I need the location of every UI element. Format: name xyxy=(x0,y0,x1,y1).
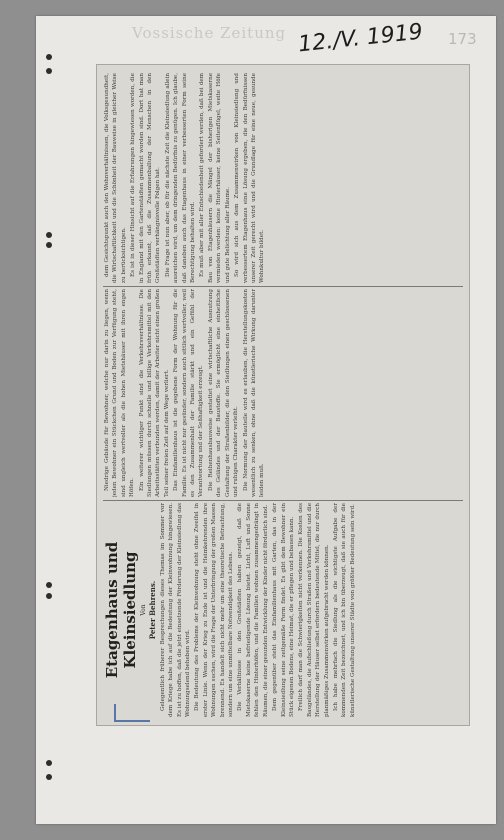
column-divider xyxy=(103,500,463,501)
article-intro: Gelegentlich früherer Besprechungen dieses Themas im Sommer vor dem Kriege habe ich auf die Bedeutung der Kleinwohnung hingewiesen. Es ist zu hoffen, daß die jetzt einsetzende Förderung der Kleinsiedlung das Wohnungselend beheben wird. xyxy=(159,503,192,717)
paragraph: Die Verhältnisse in den Großstädten haben gezeigt, daß die Mietskaserne keine befriedigende Lösung bietet. Licht, Luft und Sonne fehlen den Hinterhöfen, und die Familien wohnen zusammengedrängt in Räumen, die einer gesunden Entwicklung der Kinder nicht förderlich sind. xyxy=(237,503,269,717)
paragraph: Die Bedeutung des Problems der Kleinwohnung steht ohne Zweifel in erster Linie. Wenn der Krieg zu Ende ist und die Heimkehrenden ihre Wohnungen suchen, wird die Frage der Unterbringung der großen Massen brennend. Es handelt sich nicht mehr um eine theoretische Betrachtung, sondern um eine unmittelbare Notwendigkeit des Lebens. xyxy=(194,503,235,717)
punch-hole xyxy=(46,760,52,766)
column-middle xyxy=(103,289,463,497)
punch-hole xyxy=(46,242,52,248)
paragraph: Das Einfamilienhaus ist die gegebene Form der Wohnung für die Familie. Es ist nicht nur gesünder, sondern auch sittlich wertvoller, weil es den Zusammenhalt der Familie stärkt und ein Gefühl der Verantwortung und der Seßhaftigkeit erzeugt. xyxy=(173,289,205,497)
punch-hole xyxy=(46,232,52,238)
paragraph: Ich habe mehrfach die Siedlung als die wichtigste Aufgabe der kommenden Zeit bezeichnet, und ich bin überzeugt, daß sie auch für die künstlerische Gestaltung unserer Städte von größter Bedeutung sein wird. xyxy=(332,503,356,717)
article-author: Peter Behrens. xyxy=(148,580,158,640)
paragraph: Die Frage ist nun aber, ob für die nächste Zeit die Kleinsiedlung allein ausreichen wird, um dem dringenden Bedürfnis zu genügen. Ich glaube, daß daneben auch das Etagenhaus in einer verbesserten Form seine Berechtigung behalten wird. xyxy=(164,73,197,283)
newspaper-stamp: Vossische Zeitung xyxy=(132,24,287,42)
pencil-mark xyxy=(114,704,116,721)
paragraph: Freilich darf man die Schwierigkeiten nicht verkennen. Die Kosten des Baugeländes, die Aufschließung durch Straßen und Verkehrsmittel und die Herstellung der Häuser selbst erfordern bedeutende Mittel, die nur durch planmäßiges Zusammenwirken aufgebracht werden können. xyxy=(298,503,330,717)
paragraph: Dem gegenüber steht das Einfamilienhaus mit Garten, das in der Kleinsiedlung seine zeitgemäße Form findet. Es gibt dem Bewohner ein Stück eigenen Bodens, eine Heimat, die er pflegen und bebauen kann. xyxy=(272,503,295,717)
paragraph: Es muß aber mit aller Entschiedenheit gefordert werden, daß bei dem Bau von Etagenhäusern die Mängel der bisherigen Mietskaserne vermieden werden: keine Hinterhäuser, keine Seitenflügel, weite Höfe und gute Belichtung aller Räume. xyxy=(199,73,231,283)
paragraph: Die Reihenhausbauweise gestattet eine wirtschaftliche Ausnutzung des Geländes und der Baustoffe. Sie ermöglicht eine einheitliche Gestaltung der Straßenbilder, die den Siedlungen einen geschlossenen und ruhigen Charakter verleiht. xyxy=(207,289,240,497)
column-right xyxy=(103,73,463,283)
newspaper-clipping xyxy=(96,64,470,726)
punch-hole xyxy=(46,774,52,780)
punch-hole xyxy=(46,68,52,74)
paragraph: Niedrige Gebäude für Bewohner, welche nur darin zu liegen, wenn jeden Bewohner ein Stückchen Grund und Boden zur Verfügung steht, sind ungleich wertvoller als die hohen Mietshäuser mit ihren engen Höfen. xyxy=(104,289,136,497)
column-left xyxy=(103,503,463,717)
paragraph: Es ist in dieser Hinsicht auf die Erfahrungen hingewiesen worden, die in England mit den Gartenstädten gemacht worden sind. Dort hat man früh erkannt, daß die Zusammenballung der Menschen in den Großstädten verhängnisvolle Folgen hat. xyxy=(130,73,162,283)
punch-hole xyxy=(46,582,52,588)
handwritten-date: 12./V. 1919 xyxy=(297,19,424,58)
clipping-content xyxy=(97,65,469,725)
byline-prefix: Von xyxy=(140,604,147,616)
article-headline: Etagenhaus und Kleinsiedlung xyxy=(103,541,139,679)
column-divider xyxy=(103,286,463,287)
archive-sheet xyxy=(36,16,496,824)
paragraph: dem Gesichtspunkt auch den Wohnverhältnissen, die Volksgesundheit, die Wirtschaftlichkeit und die Schönheit der Bauweise in gleicher Weise zu berücksichtigen. xyxy=(104,73,127,283)
pencil-mark xyxy=(114,720,150,722)
paragraph: So wird sich aus dem Zusammenwirken von Kleinsiedlung und verbessertem Etagenhaus eine Lösung ergeben, die den Bedürfnissen unserer Zeit gerecht wird und die Grundlage für eine neue, gesunde Wohnkultur bildet. xyxy=(234,73,266,283)
punch-hole xyxy=(46,593,52,599)
archive-number: 173 xyxy=(448,30,477,48)
punch-hole xyxy=(46,54,52,60)
paragraph: Die Normung der Bauteile wird es erlauben, die Herstellungskosten wesentlich zu senken, ohne daß die künstlerische Wirkung darunter leiden muß. xyxy=(242,289,266,497)
paragraph: Ein weiterer wichtiger Punkt sind die Verkehrsverhältnisse. Die Siedlungen müssen durch schnelle und billige Verkehrsmittel mit den Arbeitsstätten verbunden werden, damit der Arbeiter nicht einen großen Teil seiner freien Zeit auf dem Wege verliert. xyxy=(138,289,170,497)
